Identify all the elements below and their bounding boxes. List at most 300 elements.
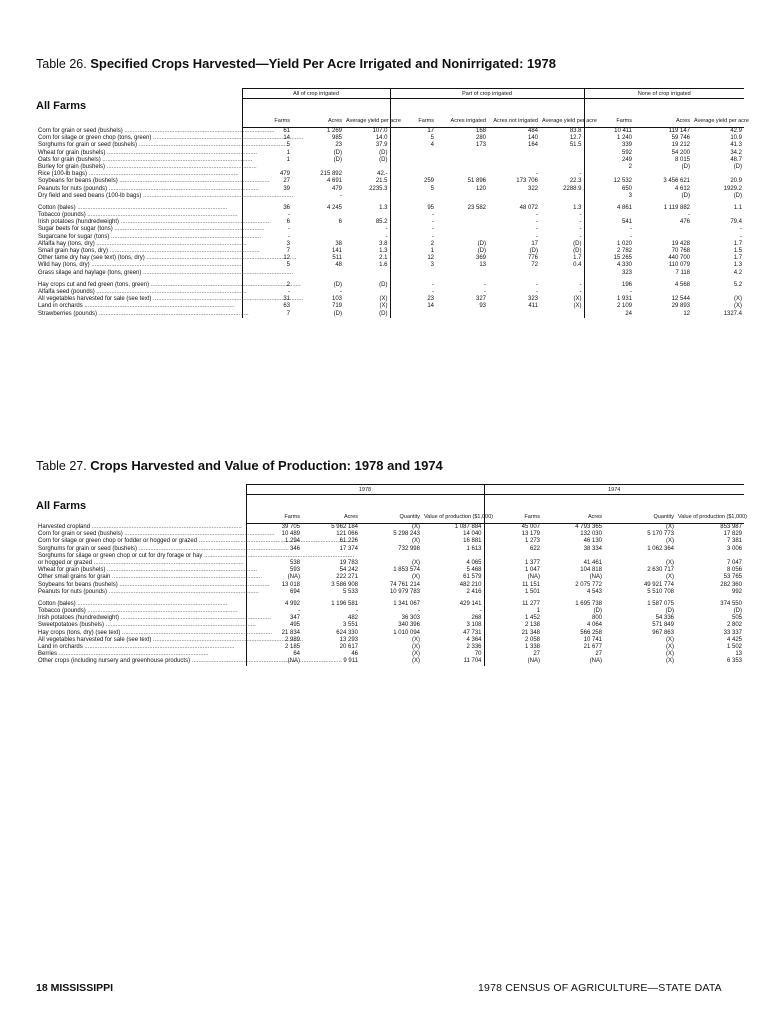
table-row <box>36 582 744 589</box>
table-row <box>36 622 744 629</box>
data-cell: (X) <box>412 559 420 566</box>
data-cell: 1.7 <box>733 240 743 247</box>
data-cell: (X) <box>573 296 582 303</box>
data-cell: 7 <box>242 311 292 318</box>
data-cell: - <box>356 608 358 615</box>
data-cell: 4 330 <box>584 262 634 269</box>
data-cell: 41.3 <box>730 142 743 149</box>
data-cell: 1.3 <box>733 262 743 269</box>
data-cell: 3.8 <box>379 240 388 247</box>
table27-column-heading: Value of production ($1,000) <box>422 495 484 524</box>
data-cell: 2235.3 <box>369 185 388 192</box>
row-label: Hay crops cut and fed green (tons, green) ..... <box>36 282 242 289</box>
data-cell: 13 <box>735 651 742 658</box>
data-cell <box>692 289 744 296</box>
data-cell: 20 617 <box>339 644 358 650</box>
data-cell: 1 502 <box>726 644 742 650</box>
data-cell: 23 582 <box>467 204 486 211</box>
row-label: Cotton (bales) ..... <box>36 601 246 608</box>
data-cell: 164 <box>527 142 538 149</box>
data-cell: 12.7 <box>569 135 582 142</box>
table26-stub-heading: All Farms <box>36 100 87 112</box>
table26-column-heading: Average yield per acre <box>692 99 744 128</box>
table-row <box>36 219 744 226</box>
data-cell: 4 065 <box>466 559 482 566</box>
row-label: Corn for silage or green chop (tons, green) ..... <box>36 135 242 142</box>
data-cell <box>292 270 344 277</box>
data-cell: 592 <box>584 150 634 157</box>
data-cell: (D) <box>333 281 342 288</box>
data-cell: 482 <box>347 615 358 622</box>
data-cell: 13 <box>479 262 486 269</box>
data-cell: 21 348 <box>484 630 542 637</box>
data-cell: 282 360 <box>720 581 742 588</box>
table26-column-header <box>36 99 744 128</box>
data-cell: - <box>536 212 538 219</box>
data-cell: (X) <box>666 636 674 643</box>
data-cell: 482 210 <box>459 581 482 588</box>
data-cell: 776 <box>527 255 538 262</box>
row-label: Berries ..... <box>36 651 246 658</box>
data-cell: (D) <box>681 163 691 170</box>
data-cell: - <box>385 226 388 233</box>
data-cell: 14.0 <box>375 135 388 142</box>
data-cell: 12 <box>390 255 436 262</box>
data-cell: 20.9 <box>730 178 743 185</box>
row-label: Tobacco (pounds) ..... <box>36 608 246 615</box>
data-cell: - <box>536 219 538 226</box>
data-cell: 31 <box>242 296 292 303</box>
data-cell: 215 892 <box>320 171 342 178</box>
data-cell: 4 612 <box>675 185 691 192</box>
data-cell: 323 <box>584 270 634 277</box>
table26-number: Table 26. <box>36 57 87 71</box>
data-cell: 64 <box>246 651 302 658</box>
data-cell: 13 018 <box>246 582 302 589</box>
row-label: Other crops (including nursery and greenhouse products) ..... <box>36 658 246 665</box>
data-cell: 12 <box>242 255 292 262</box>
table-row <box>36 270 744 277</box>
data-cell: 85.2 <box>375 219 388 226</box>
data-cell: 1 931 <box>584 296 634 303</box>
data-cell: (X) <box>412 644 420 650</box>
data-cell <box>540 193 584 200</box>
row-label: Other tame dry hay (see text) (tons, dry) ..... <box>36 255 242 262</box>
data-cell: (X) <box>666 651 674 658</box>
data-cell: 173 706 <box>516 178 538 185</box>
data-cell: 0.4 <box>573 262 582 269</box>
table-row <box>36 560 744 567</box>
row-label: Soybeans for beans (bushels) ..... <box>36 582 246 589</box>
data-cell <box>292 234 344 241</box>
data-cell: 1 695 738 <box>575 600 602 607</box>
row-label: Rice (100-lb bags) ..... <box>36 171 242 178</box>
data-cell <box>634 226 692 233</box>
data-cell: 7 <box>242 248 292 255</box>
data-cell: - <box>385 233 388 240</box>
data-cell: 4 568 <box>675 281 691 288</box>
row-label: Burley for grain (bushels) ..... <box>36 164 242 171</box>
data-cell: 54 336 <box>655 615 674 622</box>
data-cell: 339 <box>584 142 634 149</box>
data-cell: 54 200 <box>671 149 691 156</box>
data-cell <box>360 553 422 560</box>
data-cell: 5 <box>242 262 292 269</box>
table-row <box>36 601 744 608</box>
data-cell: (X) <box>666 574 674 581</box>
table-row <box>36 289 744 296</box>
table27-column-heading: Quantity <box>360 495 422 524</box>
data-cell <box>604 553 676 560</box>
data-cell: 6 353 <box>726 658 742 665</box>
data-cell: 2 782 <box>584 248 634 255</box>
row-label: Corn for silage or green chop or fodder or hogged or grazed ..... <box>36 538 246 545</box>
data-cell: 650 <box>584 186 634 193</box>
data-cell: 1 047 <box>484 567 542 574</box>
data-cell: 45 007 <box>484 524 542 532</box>
data-cell <box>390 193 436 200</box>
data-cell <box>488 193 540 200</box>
row-label: Corn for grain or seed (bushels) ..... <box>36 128 242 136</box>
row-label: All vegetables harvested for sale (see text) ..... <box>36 296 242 303</box>
table-row <box>36 637 744 644</box>
data-cell <box>390 150 436 157</box>
data-cell: 36 <box>242 205 292 212</box>
data-cell: 624 330 <box>336 629 358 636</box>
data-cell: 2 075 772 <box>575 581 602 588</box>
data-cell <box>390 311 436 318</box>
data-cell <box>422 553 484 560</box>
data-cell: - <box>242 234 292 241</box>
data-cell: - <box>390 282 436 289</box>
data-cell: (NA) <box>589 574 602 581</box>
data-cell: 323 <box>527 296 538 303</box>
data-cell: 694 <box>246 589 302 596</box>
data-cell: - <box>579 226 582 233</box>
data-cell: 54 242 <box>339 567 358 574</box>
data-cell: 1 062 364 <box>647 545 674 552</box>
data-cell: 476 <box>680 219 691 226</box>
data-cell: 42.9 <box>730 128 743 134</box>
data-cell: 19 783 <box>339 559 358 566</box>
data-cell: 411 <box>528 303 538 310</box>
table27-title <box>36 458 443 473</box>
data-cell: (D) <box>593 608 602 615</box>
row-label: Sweetpotatoes (bushels) ..... <box>36 622 246 629</box>
data-cell: 11 704 <box>463 658 482 665</box>
data-cell <box>344 270 390 277</box>
data-cell: 104 818 <box>580 567 602 574</box>
row-label: Small grain hay (tons, dry) ..... <box>36 248 242 255</box>
row-label: Wheat for grain (bushels) ..... <box>36 567 246 574</box>
data-cell: 374 550 <box>720 600 742 607</box>
data-cell: 196 <box>584 282 634 289</box>
data-cell: - <box>390 212 436 219</box>
data-cell: 10.9 <box>730 135 743 142</box>
data-cell: 985 <box>331 135 342 142</box>
table26-title <box>36 56 556 71</box>
row-label: Alfalfa seed (pounds) ..... <box>36 289 242 296</box>
data-cell: - <box>536 233 538 240</box>
data-cell: (X) <box>412 658 420 665</box>
table-row <box>36 615 744 622</box>
data-cell: 4 793 365 <box>575 524 602 530</box>
table-row <box>36 193 744 200</box>
data-cell: 538 <box>246 560 302 567</box>
data-cell: 4 691 <box>326 178 342 185</box>
table-row <box>36 282 744 289</box>
data-cell <box>344 193 390 200</box>
row-label: Cotton (bales) ..... <box>36 205 242 212</box>
data-cell: 48 072 <box>519 204 538 211</box>
data-cell: 36 303 <box>401 615 420 622</box>
table-row <box>36 531 744 538</box>
data-cell: 5 <box>242 142 292 149</box>
data-cell: 79.4 <box>730 219 743 226</box>
data-cell <box>292 226 344 233</box>
table27-group: 1978 <box>246 485 484 495</box>
data-cell: 3 006 <box>726 545 742 552</box>
table26-column-heading: Farms <box>390 99 436 128</box>
data-cell: - <box>242 226 292 233</box>
data-cell: (NA) <box>589 658 602 665</box>
table-row <box>36 186 744 193</box>
table26-column-heading: Acres <box>292 99 344 128</box>
data-cell: 3 <box>390 262 436 269</box>
data-cell: 1.5 <box>733 248 743 254</box>
data-cell: 1 294 <box>246 538 302 545</box>
data-cell: (X) <box>734 303 743 310</box>
table26-group: None of crop irrigated <box>584 89 744 99</box>
data-cell: 21.5 <box>375 178 388 185</box>
data-cell: 4 245 <box>326 204 342 211</box>
data-cell: 110 079 <box>668 262 691 269</box>
data-cell: 22.3 <box>569 178 582 185</box>
data-cell: 800 <box>591 615 602 622</box>
data-cell: - <box>242 289 292 296</box>
table26-column-heading: Acres <box>634 99 692 128</box>
table-row <box>36 651 744 658</box>
table-row <box>36 234 744 241</box>
data-cell: (X) <box>666 559 674 566</box>
data-cell: 168 <box>475 128 486 134</box>
data-cell: 5 962 184 <box>331 524 358 530</box>
data-cell <box>390 171 436 178</box>
data-cell: (NA) <box>246 658 302 665</box>
data-cell: 42.- <box>377 171 388 178</box>
data-cell: 14 <box>390 303 436 310</box>
data-cell: 51.5 <box>569 142 582 149</box>
data-cell <box>344 212 390 219</box>
data-cell: 83.8 <box>569 128 582 134</box>
table27-column-heading: Acres <box>302 495 360 524</box>
data-cell <box>292 164 344 171</box>
table26-column-heading: Average yield per acre <box>344 99 390 128</box>
data-cell <box>540 311 584 318</box>
table27-group-header <box>36 485 744 495</box>
table26-column-heading: Farms <box>584 99 634 128</box>
table-row <box>36 553 744 560</box>
table-row <box>36 303 744 310</box>
table-row <box>36 241 744 248</box>
data-cell: (X) <box>412 538 420 545</box>
data-cell: (X) <box>573 303 582 310</box>
table26-column-heading: Acres not irrigated <box>488 99 540 128</box>
data-cell: (X) <box>734 296 743 303</box>
data-cell: 1 <box>484 608 542 615</box>
data-cell: 12 <box>683 310 691 317</box>
data-cell: (X) <box>666 658 674 665</box>
data-cell: (D) <box>573 248 582 254</box>
row-label: Alfalfa hay (tons, dry) ..... <box>36 241 242 248</box>
table27-stub-heading: All Farms <box>36 500 87 512</box>
data-cell: 3 <box>242 241 292 248</box>
data-cell: 2.1 <box>379 255 388 262</box>
data-cell: (NA) <box>484 574 542 581</box>
data-cell: 484 <box>527 128 538 134</box>
data-cell: 8 015 <box>675 156 691 163</box>
data-cell: - <box>390 219 436 226</box>
table26-column-heading: Acres irrigated <box>436 99 488 128</box>
data-cell: (X) <box>666 538 674 545</box>
data-cell: - <box>390 226 436 233</box>
data-cell: (NA) <box>246 574 302 581</box>
data-cell: 479 <box>331 185 342 192</box>
data-cell: 268 <box>471 615 482 622</box>
table26-group: All of crop irrigated <box>242 89 390 99</box>
data-cell <box>540 270 584 277</box>
data-cell: - <box>740 226 743 233</box>
data-cell <box>634 234 692 241</box>
data-cell: 37.9 <box>375 142 388 149</box>
data-cell: - <box>584 234 634 241</box>
data-cell: 2 <box>242 282 292 289</box>
data-cell <box>436 157 488 164</box>
data-cell: 61 226 <box>339 538 358 545</box>
data-cell: 61 579 <box>463 574 482 581</box>
table27-column-header <box>36 495 744 524</box>
table-row <box>36 171 744 178</box>
row-label: Strawberries (pounds) ..... <box>36 311 242 318</box>
data-cell: - <box>536 288 538 295</box>
data-cell: 1 269 <box>326 128 342 134</box>
table-row <box>36 524 744 532</box>
data-cell <box>584 171 634 178</box>
data-cell: 74 761 214 <box>389 581 420 588</box>
data-cell: 2288.9 <box>563 185 582 192</box>
data-cell: 6 <box>338 219 342 226</box>
data-cell: 6 <box>242 219 292 226</box>
data-cell: 1 341 067 <box>393 600 420 607</box>
data-cell: 541 <box>584 219 634 226</box>
data-cell <box>488 150 540 157</box>
data-cell: - <box>484 281 486 288</box>
data-cell: 103 <box>331 296 342 303</box>
row-label: Sugar beets for sugar (tons) ..... <box>36 226 242 233</box>
data-cell: - <box>579 212 582 219</box>
data-cell: 2 185 <box>246 644 302 651</box>
data-cell: 1.3 <box>379 204 388 211</box>
row-label: Soybeans for beans (bushels) ..... <box>36 178 242 185</box>
data-cell <box>390 270 436 277</box>
data-cell: - <box>390 289 436 296</box>
data-cell: (D) <box>573 240 582 247</box>
table26-column-heading: Farms <box>242 99 292 128</box>
data-cell: 4.2 <box>733 269 743 276</box>
data-cell: 2 802 <box>726 622 742 629</box>
data-cell <box>484 553 542 560</box>
data-cell <box>344 289 390 296</box>
data-cell: (D) <box>379 281 388 288</box>
data-cell: 1 377 <box>484 560 542 567</box>
data-cell: 222 271 <box>336 574 358 581</box>
data-cell: 347 <box>246 615 302 622</box>
data-cell: 992 <box>731 588 742 595</box>
data-cell <box>436 212 488 219</box>
data-cell: 479 <box>242 171 292 178</box>
data-cell: 2 630 717 <box>647 567 674 574</box>
data-cell: - <box>246 608 302 615</box>
data-cell: 17 374 <box>339 545 358 552</box>
table26-title-text: Specified Crops Harvested—Yield Per Acre Irrigated and Nonirrigated: 1978 <box>90 56 556 71</box>
data-cell: 119 147 <box>668 128 691 134</box>
data-cell: 2 <box>584 164 634 171</box>
table-row <box>36 538 744 545</box>
data-cell: 1.1 <box>733 204 743 211</box>
data-cell: 327 <box>475 296 486 303</box>
data-cell <box>390 157 436 164</box>
data-cell: 5 468 <box>466 567 482 574</box>
row-label: Peanuts for nuts (pounds) ..... <box>36 589 246 596</box>
data-cell: 280 <box>475 135 486 142</box>
data-cell: 593 <box>246 567 302 574</box>
data-cell <box>488 164 540 171</box>
data-cell: - <box>579 171 582 178</box>
data-cell: 1 <box>242 150 292 157</box>
row-label: or hogged or grazed ..... <box>36 560 246 567</box>
table-row <box>36 311 744 318</box>
table27-number: Table 27. <box>36 459 87 473</box>
row-label: Sorghums for silage or green chop or cut for dry forage or hay ..... <box>36 553 246 560</box>
data-cell: 967 863 <box>652 629 674 636</box>
data-cell <box>436 234 488 241</box>
data-cell: 340 396 <box>398 622 420 629</box>
data-cell <box>390 164 436 171</box>
table-row <box>36 574 744 581</box>
table-row <box>36 164 744 171</box>
data-cell: 259 <box>390 178 436 185</box>
data-cell: (X) <box>666 644 674 650</box>
data-cell: 141 <box>331 248 342 254</box>
data-cell: 19 212 <box>671 142 691 149</box>
data-cell: 511 <box>332 255 342 262</box>
table27-title-text: Crops Harvested and Value of Production: 1978 and 1974 <box>90 458 443 473</box>
table-row <box>36 128 744 136</box>
table-row <box>36 567 744 574</box>
table-row <box>36 546 744 553</box>
data-cell: - <box>579 288 582 295</box>
data-cell: 59 746 <box>671 135 691 142</box>
data-cell: 16 881 <box>463 538 482 545</box>
data-cell: 1 501 <box>484 589 542 596</box>
data-cell <box>634 171 692 178</box>
data-cell: 2 416 <box>466 588 482 595</box>
data-cell <box>292 212 344 219</box>
data-cell: 48.7 <box>730 156 743 163</box>
data-cell: 3 551 <box>342 622 358 629</box>
data-cell: (D) <box>379 156 388 163</box>
data-cell: 1 <box>242 157 292 164</box>
